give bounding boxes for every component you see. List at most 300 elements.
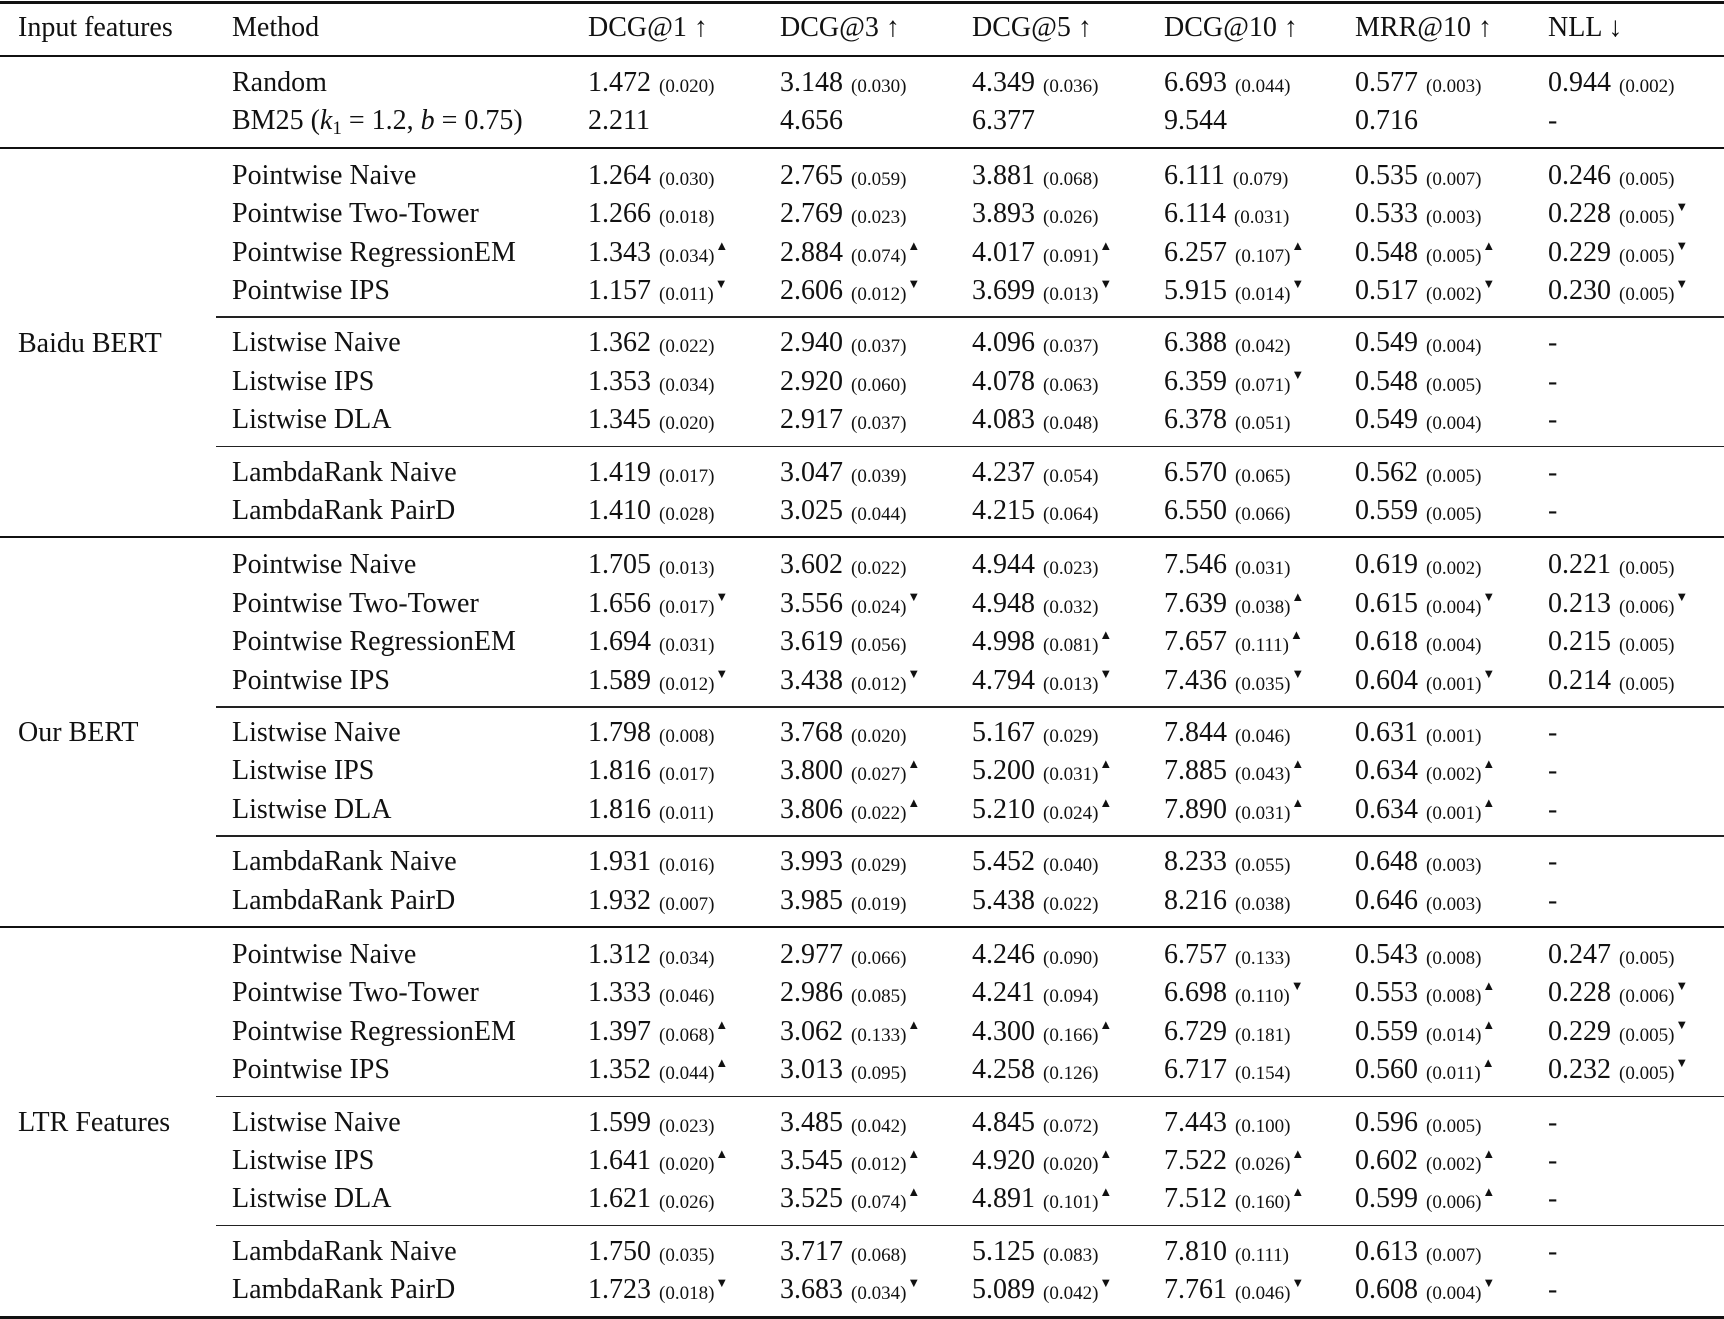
metric-std: (0.023) [659,1115,715,1137]
metric-cell [1355,1271,1495,1313]
significance-up-icon: ▲ [1099,794,1113,810]
metric-cell [780,662,920,704]
metric-std: (0.006) [1619,596,1675,618]
metric-std: (0.008) [659,726,715,747]
metric-cell [1164,843,1290,884]
metric-cell [1548,401,1557,439]
metric-value: 1.312 [588,939,651,970]
metric-value: 0.613 [1355,1235,1418,1267]
metric-cell [1548,791,1557,829]
significance-up-icon: ▲ [907,1016,921,1032]
metric-std: (0.014) [1426,1024,1482,1046]
significance-up-icon: ▲ [907,1184,921,1200]
metric-std: (0.068) [659,1024,715,1046]
metric-cell [1355,1051,1495,1093]
metric-cell [972,843,1098,884]
metric-cell [588,882,714,923]
metric-cell [1548,1233,1557,1271]
metric-cell [1355,272,1495,314]
metric-value: 0.648 [1355,846,1418,878]
input-features-label: Our BERT [18,717,139,749]
group-rule [216,446,1724,448]
metric-value: 0.596 [1355,1106,1418,1138]
method-name: LambdaRank Naive [232,846,457,878]
significance-down-icon: ▼ [1291,276,1305,291]
metric-value: 4.845 [972,1106,1035,1138]
metric-value: 2.920 [780,365,843,397]
metric-value: 6.257 [1164,236,1227,268]
significance-up-icon: ▲ [1099,237,1113,253]
metric-cell [1548,974,1688,1016]
method-name: Listwise IPS [232,365,375,397]
metric-value: 0.549 [1355,404,1418,436]
metric-value: 1.723 [588,1274,651,1306]
metric-cell [588,363,714,404]
metric-value: 0.229 [1548,236,1611,268]
metric-value: - [1548,793,1558,825]
metric-cell [972,1051,1098,1092]
metric-cell [972,363,1098,404]
header-col-dcg5: DCG@5 ↑ [972,12,1092,43]
metric-std: (0.018) [659,1283,715,1305]
metric-value: 7.810 [1164,1235,1227,1267]
method-name: LambdaRank PairD [232,495,456,526]
method-name: Pointwise RegressionEM [232,236,516,268]
metric-cell [1164,1104,1290,1145]
metric-value: 6.111 [1164,159,1225,191]
metric-cell [588,1271,728,1313]
metric-std: (0.063) [1043,374,1099,396]
metric-value: 1.599 [588,1106,651,1138]
metric-value: 3.683 [780,1274,843,1306]
metric-value: - [1548,495,1558,526]
method-name: Pointwise Two-Tower [232,977,479,1009]
method-name: Listwise Naive [232,327,401,359]
metric-std: (0.037) [851,413,907,435]
metric-std: (0.002) [1426,284,1482,305]
metric-value: 1.397 [588,1015,651,1047]
metric-cell [1164,936,1290,977]
metric-cell [1548,1271,1557,1309]
metric-std: (0.023) [1043,558,1099,580]
metric-cell [1548,102,1557,140]
metric-value: 4.794 [972,664,1035,696]
metric-std: (0.066) [1235,504,1291,525]
metric-value: 4.246 [972,939,1035,970]
method-name: Pointwise Naive [232,549,417,581]
metric-cell [588,64,714,105]
metric-std: (0.181) [1235,1024,1291,1046]
metric-value: 3.993 [780,846,843,878]
metric-value: 7.761 [1164,1274,1227,1306]
metric-cell [1355,64,1481,105]
metric-std: (0.013) [1043,284,1099,305]
metric-cell [1355,1104,1481,1145]
metric-cell [588,1180,714,1221]
metric-std: (0.083) [1043,1244,1099,1266]
metric-std: (0.074) [851,1192,907,1214]
metric-std: (0.005) [1619,558,1675,580]
metric-cell [972,195,1098,236]
metric-std: (0.005) [1619,948,1675,969]
metric-value: 4.083 [972,404,1035,436]
metric-value: - [1548,755,1558,787]
metric-std: (0.040) [1043,855,1099,877]
metric-cell [780,492,906,533]
metric-std: (0.017) [659,465,715,487]
group-rule [216,706,1724,708]
metric-value: 3.025 [780,495,843,526]
metric-std: (0.111) [1235,635,1289,657]
metric-cell [780,882,906,923]
metric-value: - [1548,327,1558,359]
metric-value: 1.352 [588,1054,651,1086]
metric-std: (0.068) [851,1244,907,1266]
significance-up-icon: ▲ [1482,794,1496,810]
significance-up-icon: ▲ [1099,1184,1113,1200]
metric-value: 3.800 [780,755,843,787]
metric-std: (0.110) [1235,986,1290,1008]
metric-value: 0.247 [1548,939,1611,970]
metric-std: (0.022) [1043,893,1099,915]
metric-cell [972,1233,1098,1274]
metric-value: 3.013 [780,1054,843,1086]
metric-value: 0.634 [1355,793,1418,825]
metric-cell [780,102,843,140]
method-name: LambdaRank Naive [232,1235,457,1267]
header-col-method: Method [232,12,320,43]
metric-std: (0.071) [1235,374,1291,396]
metric-std: (0.034) [659,948,715,969]
metric-std: (0.001) [1426,726,1482,747]
metric-value: 4.944 [972,549,1035,581]
metric-value: 6.359 [1164,365,1227,397]
metric-value: 7.512 [1164,1183,1227,1215]
metric-std: (0.007) [659,893,715,915]
metric-cell [1548,662,1674,703]
metric-std: (0.048) [1043,413,1099,435]
metric-cell [972,64,1098,105]
metric-cell [1164,882,1290,923]
metric-cell [780,714,906,755]
metric-cell [588,1013,728,1055]
significance-up-icon: ▲ [715,237,729,253]
metric-value: 1.362 [588,327,651,359]
metric-value: 3.893 [972,198,1035,230]
metric-std: (0.003) [1426,76,1482,97]
metric-std: (0.002) [1426,764,1482,786]
metric-std: (0.005) [1619,207,1675,229]
method-name: Listwise DLA [232,793,392,825]
metric-cell [588,1233,714,1274]
metric-cell [1355,843,1481,884]
metric-cell [972,324,1098,365]
significance-up-icon: ▲ [1482,1146,1496,1161]
metric-value: 1.816 [588,793,651,825]
significance-down-icon: ▼ [1482,1275,1496,1291]
metric-std: (0.034) [659,245,715,267]
metric-value: 3.556 [780,587,843,619]
metric-std: (0.034) [851,1283,907,1305]
metric-value: 3.619 [780,626,843,658]
metric-cell [780,324,906,365]
metric-value: 7.844 [1164,717,1227,748]
metric-std: (0.023) [851,207,907,229]
metric-std: (0.001) [1426,673,1482,695]
metric-cell [1355,363,1481,404]
significance-down-icon: ▼ [1291,1275,1305,1291]
metric-value: 1.345 [588,404,651,436]
metric-value: - [1548,1106,1558,1138]
metric-std: (0.056) [851,635,907,657]
metric-cell [588,936,714,977]
metric-cell [780,791,920,833]
header-col-dcg1: DCG@1 ↑ [588,12,708,43]
metric-cell [1548,195,1688,237]
metric-cell [972,1180,1112,1222]
metric-value: 0.634 [1355,755,1418,787]
method-params: ($k_1 = 1.2$, b = 0.75) [303,105,523,140]
metric-cell [1548,157,1674,198]
metric-cell [972,454,1098,495]
metric-cell [972,102,1035,140]
metric-value: 6.698 [1164,977,1227,1009]
metric-cell [588,791,714,832]
metric-value: 4.258 [972,1054,1035,1086]
significance-up-icon: ▲ [1291,756,1305,772]
metric-value: 2.606 [780,275,843,306]
metric-value: 3.047 [780,456,843,488]
significance-up-icon: ▲ [907,237,921,253]
metric-cell [588,1051,728,1093]
metric-cell [1548,936,1674,977]
metric-cell [1164,1271,1304,1313]
metric-std: (0.043) [1235,764,1291,786]
metric-cell [588,234,728,276]
significance-up-icon: ▲ [1291,1184,1305,1200]
metric-cell [972,1013,1112,1055]
metric-cell [972,1271,1112,1313]
metric-cell [1164,752,1304,794]
metric-std: (0.017) [659,764,715,786]
significance-down-icon: ▼ [907,588,921,604]
metric-cell [972,1142,1112,1184]
method-name: Pointwise Two-Tower [232,198,479,230]
method-label: BM25 [232,105,304,137]
metric-cell [1164,454,1290,495]
metric-cell [972,623,1112,665]
metric-value: 0.232 [1548,1054,1611,1086]
metric-cell [1548,492,1557,530]
metric-cell [1164,974,1304,1016]
metric-std: (0.022) [659,336,715,358]
metric-std: (0.011) [659,284,714,305]
metric-std: (0.051) [1235,413,1291,435]
metric-value: 0.560 [1355,1054,1418,1086]
method-name [232,102,523,140]
metric-std: (0.013) [1043,673,1099,695]
group-rule [216,1096,1724,1098]
metric-std: (0.107) [1235,245,1291,267]
metric-value: 3.602 [780,549,843,581]
significance-down-icon: ▼ [907,276,921,291]
metric-cell [1164,1013,1290,1054]
metric-cell [780,454,906,495]
metric-std: (0.004) [1426,413,1482,435]
metric-cell [1355,401,1481,442]
metric-std: (0.046) [659,986,715,1008]
metric-value: 5.167 [972,717,1035,748]
metric-std: (0.126) [1043,1063,1099,1085]
metric-std: (0.030) [851,76,907,97]
metric-value: 1.157 [588,275,651,306]
metric-cell [1355,1013,1495,1055]
metric-value: - [1548,365,1558,397]
metric-value: 4.096 [972,327,1035,359]
metric-value: 7.890 [1164,793,1227,825]
bottom-rule [0,1316,1724,1319]
significance-up-icon: ▲ [907,756,921,772]
metric-std: (0.133) [851,1024,907,1046]
method-name: Pointwise IPS [232,275,390,306]
metric-std: (0.042) [851,1115,907,1137]
metric-value: 5.438 [972,884,1035,916]
metric-cell [588,157,714,198]
metric-cell [1355,195,1481,236]
metric-cell [780,234,920,276]
metric-cell [972,546,1098,587]
metric-cell [780,843,906,884]
metric-value: 6.757 [1164,939,1227,970]
metric-std: (0.005) [1619,168,1675,190]
metric-cell [1164,1142,1304,1184]
metric-std: (0.059) [851,168,907,190]
metric-value: 7.522 [1164,1145,1227,1176]
metric-cell [972,974,1098,1015]
metric-std: (0.031) [1043,764,1099,786]
metric-std: (0.026) [1043,207,1099,229]
metric-value: 1.931 [588,846,651,878]
metric-std: (0.016) [659,855,715,877]
method-name: Listwise Naive [232,1106,401,1138]
metric-std: (0.001) [1426,802,1482,824]
metric-cell [1164,324,1290,365]
metric-std: (0.060) [851,374,907,396]
metric-cell [1355,936,1481,977]
metric-value: 5.915 [1164,275,1227,306]
metric-value: - [1548,404,1558,436]
metric-std: (0.038) [1235,893,1291,915]
metric-value: - [1548,1145,1558,1176]
method-name: Listwise DLA [232,1183,392,1215]
metric-value: 0.619 [1355,549,1418,581]
metric-std: (0.005) [1426,245,1482,267]
metric-cell [588,324,714,365]
metric-cell [780,1104,906,1145]
metric-cell [780,623,906,664]
metric-std: (0.035) [1235,673,1291,695]
significance-down-icon: ▼ [1099,276,1113,291]
metric-std: (0.032) [1043,596,1099,618]
metric-std: (0.037) [851,336,907,358]
metric-value: 4.215 [972,495,1035,526]
metric-std: (0.166) [1043,1024,1099,1046]
metric-cell [780,752,920,794]
metric-std: (0.042) [1235,336,1291,358]
metric-cell [780,1233,906,1274]
metric-value: 1.641 [588,1145,651,1176]
significance-up-icon: ▲ [1291,588,1305,604]
metric-cell [1164,1180,1304,1222]
metric-std: (0.005) [1619,1024,1675,1046]
metric-std: (0.090) [1043,948,1099,969]
metric-std: (0.020) [659,1154,715,1175]
metric-value: 1.750 [588,1235,651,1267]
metric-std: (0.044) [851,504,907,525]
metric-cell [972,1104,1098,1145]
metric-cell [588,714,714,755]
metric-std: (0.160) [1235,1192,1291,1214]
metric-std: (0.014) [1235,284,1291,305]
metric-cell [1164,662,1304,704]
metric-cell [780,1180,920,1222]
metric-cell [588,401,714,442]
method-name: LambdaRank Naive [232,456,457,488]
metric-value: 3.699 [972,275,1035,306]
section-rule [0,147,1724,149]
header-rule [0,55,1724,57]
metric-value: 3.485 [780,1106,843,1138]
metric-std: (0.079) [1232,168,1289,190]
significance-up-icon: ▲ [1482,237,1496,253]
metric-value: 0.631 [1355,717,1418,748]
metric-cell [1164,401,1290,442]
method-name: Pointwise IPS [232,1054,390,1086]
metric-value: 0.602 [1355,1145,1418,1176]
metric-std: (0.020) [1043,1154,1099,1175]
metric-cell [1355,882,1481,923]
metric-value: 1.932 [588,884,651,916]
metric-value: 2.917 [780,404,843,436]
metric-cell [972,272,1112,314]
metric-std: (0.020) [659,413,715,435]
metric-std: (0.011) [659,802,714,824]
metric-value: 1.410 [588,495,651,526]
metric-value: 4.017 [972,236,1035,268]
metric-cell [1355,585,1495,627]
metric-std: (0.012) [851,673,907,695]
metric-cell [780,546,906,587]
metric-std: (0.017) [659,596,715,618]
metric-cell [972,752,1112,794]
metric-value: 1.353 [588,365,651,397]
metric-std: (0.020) [851,726,907,747]
metric-value: 6.388 [1164,327,1227,359]
metric-value: 3.768 [780,717,843,748]
metric-value: 1.621 [588,1183,651,1215]
metric-value: 3.985 [780,884,843,916]
metric-cell [588,1142,728,1184]
metric-cell [1548,234,1688,276]
metric-value: 0.559 [1355,1015,1418,1047]
metric-std: (0.012) [659,673,715,695]
metric-cell [1548,363,1557,401]
metric-std: (0.026) [1235,1154,1291,1175]
metric-value: - [1548,1183,1558,1215]
metric-cell [972,936,1098,977]
metric-value: 5.210 [972,793,1035,825]
metric-value: 5.452 [972,846,1035,878]
